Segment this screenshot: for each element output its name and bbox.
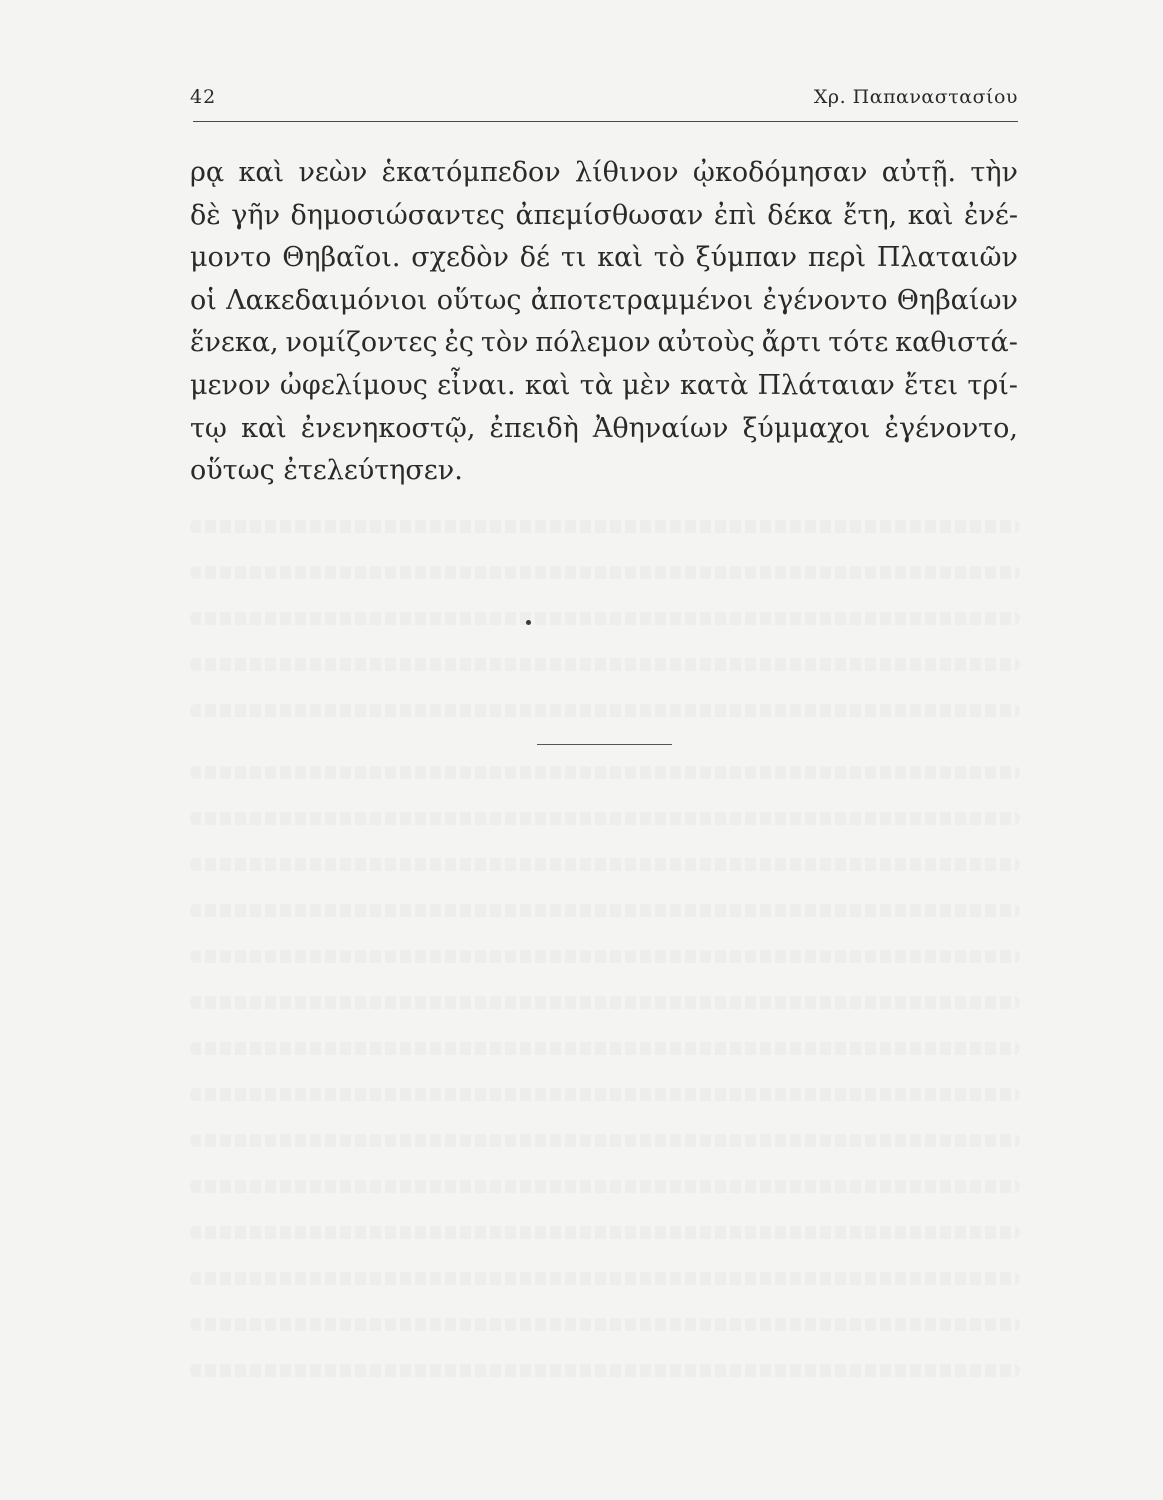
word: καὶ bbox=[241, 412, 287, 444]
text-line bbox=[190, 280, 1018, 323]
page-number: 42 bbox=[190, 86, 217, 108]
word: περὶ bbox=[807, 242, 867, 274]
word: ἐνενηκοστῷ, bbox=[300, 412, 476, 444]
word: Λακεδαιμόνιοι bbox=[226, 284, 428, 316]
word: τότε bbox=[828, 327, 889, 359]
bleed-through bbox=[190, 1088, 1020, 1101]
word: αὐτῇ. bbox=[881, 157, 957, 188]
word: μοντο bbox=[190, 242, 272, 274]
running-title: Χρ. Παπαναστασίου bbox=[813, 86, 1018, 108]
word: ξύμπαν bbox=[695, 242, 798, 274]
bleed-through bbox=[190, 704, 1020, 717]
bleed-through bbox=[190, 1272, 1020, 1285]
word: νομίζοντες bbox=[285, 327, 438, 359]
word: ἔτη, bbox=[843, 199, 898, 231]
bleed-through bbox=[190, 1318, 1020, 1331]
word: λίθινον bbox=[574, 157, 679, 188]
word: ἑκατόμπεδον bbox=[381, 157, 561, 188]
word: Πλάταιαν bbox=[757, 369, 895, 401]
bleed-through bbox=[190, 520, 1020, 533]
word: δέ bbox=[519, 242, 551, 274]
word: γῆν bbox=[231, 199, 280, 231]
bleed-through bbox=[190, 1226, 1020, 1239]
bleed-through bbox=[190, 766, 1020, 779]
word: ἕνεκα, bbox=[190, 327, 279, 359]
word: καὶ bbox=[238, 157, 285, 188]
bleed-through bbox=[190, 1180, 1020, 1193]
text-line bbox=[190, 152, 1018, 195]
bleed-through bbox=[190, 612, 1020, 625]
bleed-through bbox=[190, 904, 1020, 917]
word: νεὼν bbox=[298, 157, 368, 188]
word: οὕτως bbox=[436, 284, 522, 316]
word: τὸ bbox=[653, 242, 685, 274]
running-head bbox=[190, 86, 1018, 116]
text-line bbox=[190, 365, 1018, 408]
ink-speck bbox=[526, 620, 531, 625]
word: τὰ bbox=[579, 369, 613, 401]
word: οἱ bbox=[190, 284, 217, 316]
word: τι bbox=[560, 242, 587, 274]
word: ἔτει bbox=[904, 369, 959, 401]
word: καὶ bbox=[524, 369, 571, 401]
bleed-through bbox=[190, 566, 1020, 579]
bleed-through bbox=[190, 1364, 1020, 1377]
word: ἀποτετραμμένοι bbox=[530, 284, 754, 316]
text-line bbox=[190, 237, 1018, 280]
bleed-through bbox=[190, 812, 1020, 825]
word: δὲ bbox=[190, 199, 221, 231]
word: καὶ bbox=[907, 199, 954, 231]
body-text bbox=[190, 152, 1018, 493]
word: καθιστά- bbox=[895, 327, 1018, 359]
word: ρᾳ bbox=[190, 157, 225, 188]
word: ἐγένοντο bbox=[762, 284, 888, 316]
word: δέκα bbox=[767, 199, 833, 231]
word: ἄρτι bbox=[761, 327, 822, 359]
word: μὲν bbox=[622, 369, 671, 401]
bleed-through bbox=[190, 1042, 1020, 1055]
word: Θηβαίων bbox=[896, 284, 1018, 316]
word: καὶ bbox=[597, 242, 643, 274]
text-line bbox=[190, 195, 1018, 238]
word: σχεδὸν bbox=[411, 242, 509, 274]
footnote-rule bbox=[537, 744, 672, 745]
text-line bbox=[190, 322, 1018, 365]
word: Ἀθηναίων bbox=[592, 412, 729, 444]
bleed-through bbox=[190, 1134, 1020, 1147]
bleed-through bbox=[190, 858, 1020, 871]
word: Πλαταιῶν bbox=[876, 242, 1018, 274]
word: ἐπειδὴ bbox=[489, 412, 579, 444]
word: ἐγένοντο, bbox=[884, 412, 1018, 444]
text-line bbox=[190, 408, 1018, 451]
word: κατὰ bbox=[679, 369, 749, 401]
header-rule bbox=[193, 121, 1018, 122]
word: τὴν bbox=[970, 157, 1018, 188]
word: μενον bbox=[190, 369, 271, 401]
word: ἀπεμίσθωσαν bbox=[515, 199, 704, 231]
word: αὐτοὺς bbox=[657, 327, 755, 359]
word: τῳ bbox=[190, 412, 227, 444]
bleed-through bbox=[190, 996, 1020, 1009]
word: τρί- bbox=[967, 369, 1018, 401]
word: πόλεμον bbox=[535, 327, 651, 359]
word: τὸν bbox=[480, 327, 529, 359]
word: δημοσιώσαντες bbox=[290, 199, 505, 231]
word: ἐπὶ bbox=[713, 199, 757, 231]
text-line: οὕτως ἐτελεύτησεν. bbox=[190, 455, 463, 487]
bleed-through bbox=[190, 658, 1020, 671]
word: ὠφελίμους bbox=[279, 369, 428, 401]
word: ἐνέ- bbox=[963, 199, 1018, 231]
bleed-through bbox=[190, 950, 1020, 963]
word: ξύμμαχοι bbox=[742, 412, 871, 444]
word: ἐς bbox=[444, 327, 475, 359]
word: ᾠκοδόμησαν bbox=[692, 157, 868, 188]
word: Θηβαῖοι. bbox=[282, 242, 401, 274]
word: εἶναι. bbox=[437, 369, 516, 401]
